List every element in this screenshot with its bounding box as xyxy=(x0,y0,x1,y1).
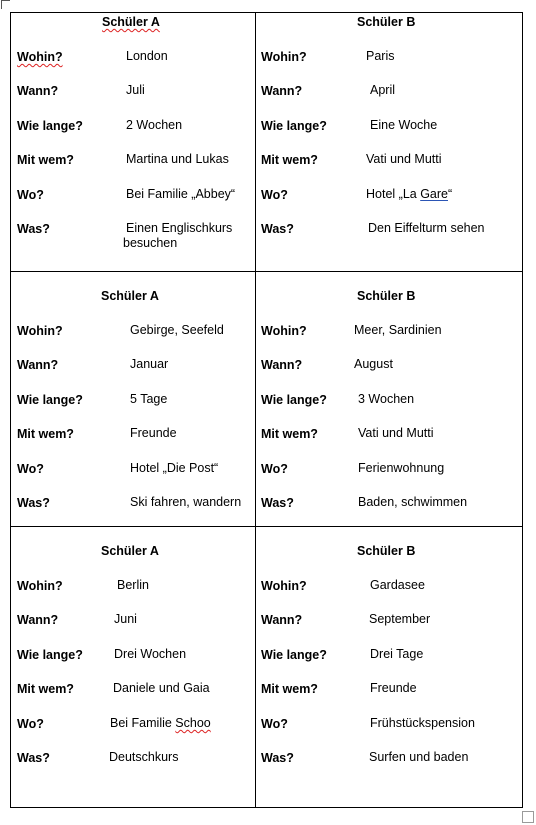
row-label: Mit wem? xyxy=(261,427,318,441)
row-label: Wie lange? xyxy=(17,648,83,662)
row-label: Wohin? xyxy=(261,324,307,338)
row-label: Wann? xyxy=(17,84,59,98)
row-value: Den Eiffelturm sehen xyxy=(368,221,485,235)
cell-block3-schueler-b[interactable] xyxy=(256,527,523,807)
row-label: Was? xyxy=(17,751,50,765)
row-label: Wie lange? xyxy=(261,648,327,662)
row-label: Wann? xyxy=(17,358,59,372)
row-value: Hotel „La Gare“ xyxy=(366,187,453,201)
row-label: Mit wem? xyxy=(17,153,74,167)
row-value: Bei Familie Schoo xyxy=(110,716,211,730)
row-value: 3 Wochen xyxy=(358,392,415,406)
row-value: Juli xyxy=(126,83,145,97)
row-value: Januar xyxy=(130,357,169,371)
row-value: Ski fahren, wandern xyxy=(130,495,242,509)
row-value: Einen Englischkurs xyxy=(126,221,233,235)
row-label: Wo? xyxy=(17,717,44,731)
cell-block2-schueler-a[interactable] xyxy=(11,272,255,526)
cell-title: Schüler A xyxy=(102,15,160,29)
row-value: Frühstückspension xyxy=(370,716,475,730)
row-label: Was? xyxy=(17,222,50,236)
row-value: Berlin xyxy=(117,578,149,592)
row-label: Wohin? xyxy=(17,579,63,593)
row-value: Vati und Mutti xyxy=(358,426,434,440)
table-resize-handle-icon[interactable] xyxy=(522,811,534,823)
row-value: 2 Wochen xyxy=(126,118,183,132)
row-value: Bei Familie „Abbey“ xyxy=(126,187,236,201)
row-label: Wann? xyxy=(261,613,303,627)
row-label: Wo? xyxy=(261,462,288,476)
row-label: Was? xyxy=(261,222,294,236)
row-label: Wann? xyxy=(17,613,59,627)
cell-block1-schueler-a[interactable] xyxy=(11,13,255,271)
row-value: Gardasee xyxy=(370,578,425,592)
row-value: Freunde xyxy=(130,426,177,440)
cell-title: Schüler B xyxy=(357,544,416,558)
row-label: Mit wem? xyxy=(261,682,318,696)
cell-block2-schueler-b[interactable] xyxy=(256,272,523,526)
row-label: Wie lange? xyxy=(17,393,83,407)
row-label: Wann? xyxy=(261,358,303,372)
row-value: Eine Woche xyxy=(370,118,438,132)
row-label: Wohin? xyxy=(17,50,63,64)
row-value: Drei Tage xyxy=(370,647,424,661)
cell-title: Schüler A xyxy=(101,544,159,558)
row-value: Freunde xyxy=(370,681,417,695)
row-value: Martina und Lukas xyxy=(126,152,229,166)
row-label: Mit wem? xyxy=(261,153,318,167)
row-label: Wie lange? xyxy=(17,119,83,133)
row-value: Deutschkurs xyxy=(109,750,179,764)
row-label: Was? xyxy=(17,496,50,510)
row-value: Hotel „Die Post“ xyxy=(130,461,219,475)
row-label: Mit wem? xyxy=(17,427,74,441)
row-label: Wie lange? xyxy=(261,119,327,133)
cell-title: Schüler B xyxy=(357,289,416,303)
row-label: Wohin? xyxy=(261,50,307,64)
row-label: Wohin? xyxy=(261,579,307,593)
row-value: Baden, schwimmen xyxy=(358,495,468,509)
row-value: Drei Wochen xyxy=(114,647,187,661)
row-label: Wie lange? xyxy=(261,393,327,407)
row-label: Wann? xyxy=(261,84,303,98)
row-label: Wohin? xyxy=(17,324,63,338)
row-label: Wo? xyxy=(17,462,44,476)
cell-title: Schüler B xyxy=(357,15,416,29)
row-value: Meer, Sardinien xyxy=(354,323,442,337)
row-value: 5 Tage xyxy=(130,392,168,406)
row-value: September xyxy=(369,612,431,626)
row-value: Ferienwohnung xyxy=(358,461,445,475)
row-value: Gebirge, Seefeld xyxy=(130,323,224,337)
row-value: Surfen und baden xyxy=(369,750,469,764)
row-value: Vati und Mutti xyxy=(366,152,442,166)
row-label: Mit wem? xyxy=(17,682,74,696)
exercise-table xyxy=(10,12,523,808)
row-value: Paris xyxy=(366,49,395,63)
table-move-handle-icon[interactable] xyxy=(1,0,10,9)
row-label: Wo? xyxy=(261,188,288,202)
row-label: Wo? xyxy=(261,717,288,731)
row-label: Was? xyxy=(261,496,294,510)
row-label: Wo? xyxy=(17,188,44,202)
row-value: Daniele und Gaia xyxy=(113,681,210,695)
row-value-continued: besuchen xyxy=(123,236,178,250)
row-value: April xyxy=(370,83,396,97)
row-value: London xyxy=(126,49,168,63)
row-value: August xyxy=(354,357,393,371)
row-value: Juni xyxy=(114,612,137,626)
row-label: Was? xyxy=(261,751,294,765)
cell-title: Schüler A xyxy=(101,289,159,303)
cell-block1-schueler-b[interactable] xyxy=(256,13,523,271)
cell-block3-schueler-a[interactable] xyxy=(11,527,255,807)
